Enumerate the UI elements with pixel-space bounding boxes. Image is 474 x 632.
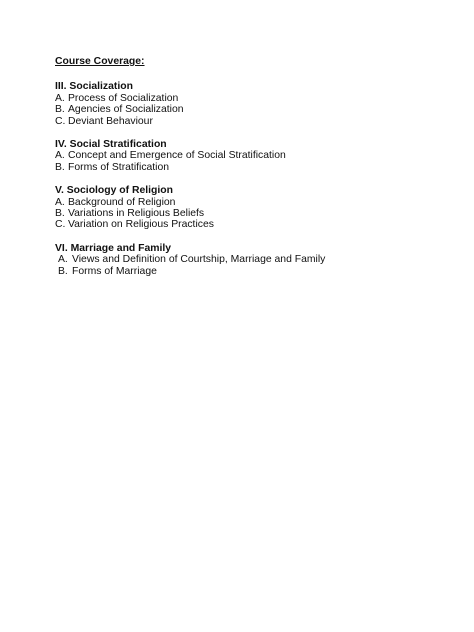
section-heading: VI. Marriage and Family: [55, 242, 172, 254]
item-letter: C.: [55, 219, 66, 231]
section-marriage-and-family: [55, 243, 455, 277]
list-item: [55, 266, 455, 277]
list-item: [55, 150, 455, 161]
list-item: [55, 254, 455, 265]
item-text: Deviant Behaviour: [68, 115, 153, 127]
item-text: Views and Definition of Courtship, Marriage and Family: [72, 254, 326, 266]
item-letter: C.: [55, 115, 66, 127]
item-text: Forms of Stratification: [68, 161, 170, 173]
section-heading: III. Socialization: [55, 81, 133, 93]
section-social-stratification: [55, 139, 455, 173]
item-letter: A.: [55, 150, 65, 162]
list-item: [55, 197, 455, 208]
item-text: Agencies of Socialization: [68, 104, 184, 116]
item-text: Forms of Marriage: [72, 265, 157, 277]
item-letter: A.: [55, 92, 65, 104]
item-text: Concept and Emergence of Social Stratification: [68, 150, 286, 162]
list-item: [55, 162, 455, 173]
item-text: Variation on Religious Practices: [68, 219, 214, 231]
section-heading: V. Sociology of Religion: [55, 185, 173, 197]
item-text: Variations in Religious Beliefs: [68, 208, 205, 220]
item-letter: A.: [58, 254, 68, 266]
list-item: [55, 93, 455, 104]
section-heading: IV. Social Stratification: [55, 139, 167, 151]
item-letter: B.: [55, 208, 65, 220]
list-item: [55, 104, 455, 115]
item-letter: B.: [55, 104, 65, 116]
section-sociology-of-religion: [55, 185, 455, 231]
course-coverage-title: Course Coverage:: [55, 56, 145, 67]
section-socialization: [55, 81, 455, 127]
item-letter: B.: [55, 161, 65, 173]
item-letter: A.: [55, 196, 65, 208]
document-content: [55, 56, 455, 289]
item-letter: B.: [58, 265, 68, 277]
item-text: Process of Socialization: [68, 92, 179, 104]
list-item: [55, 219, 455, 230]
item-text: Background of Religion: [68, 196, 176, 208]
list-item: [55, 208, 455, 219]
list-item: [55, 116, 455, 127]
